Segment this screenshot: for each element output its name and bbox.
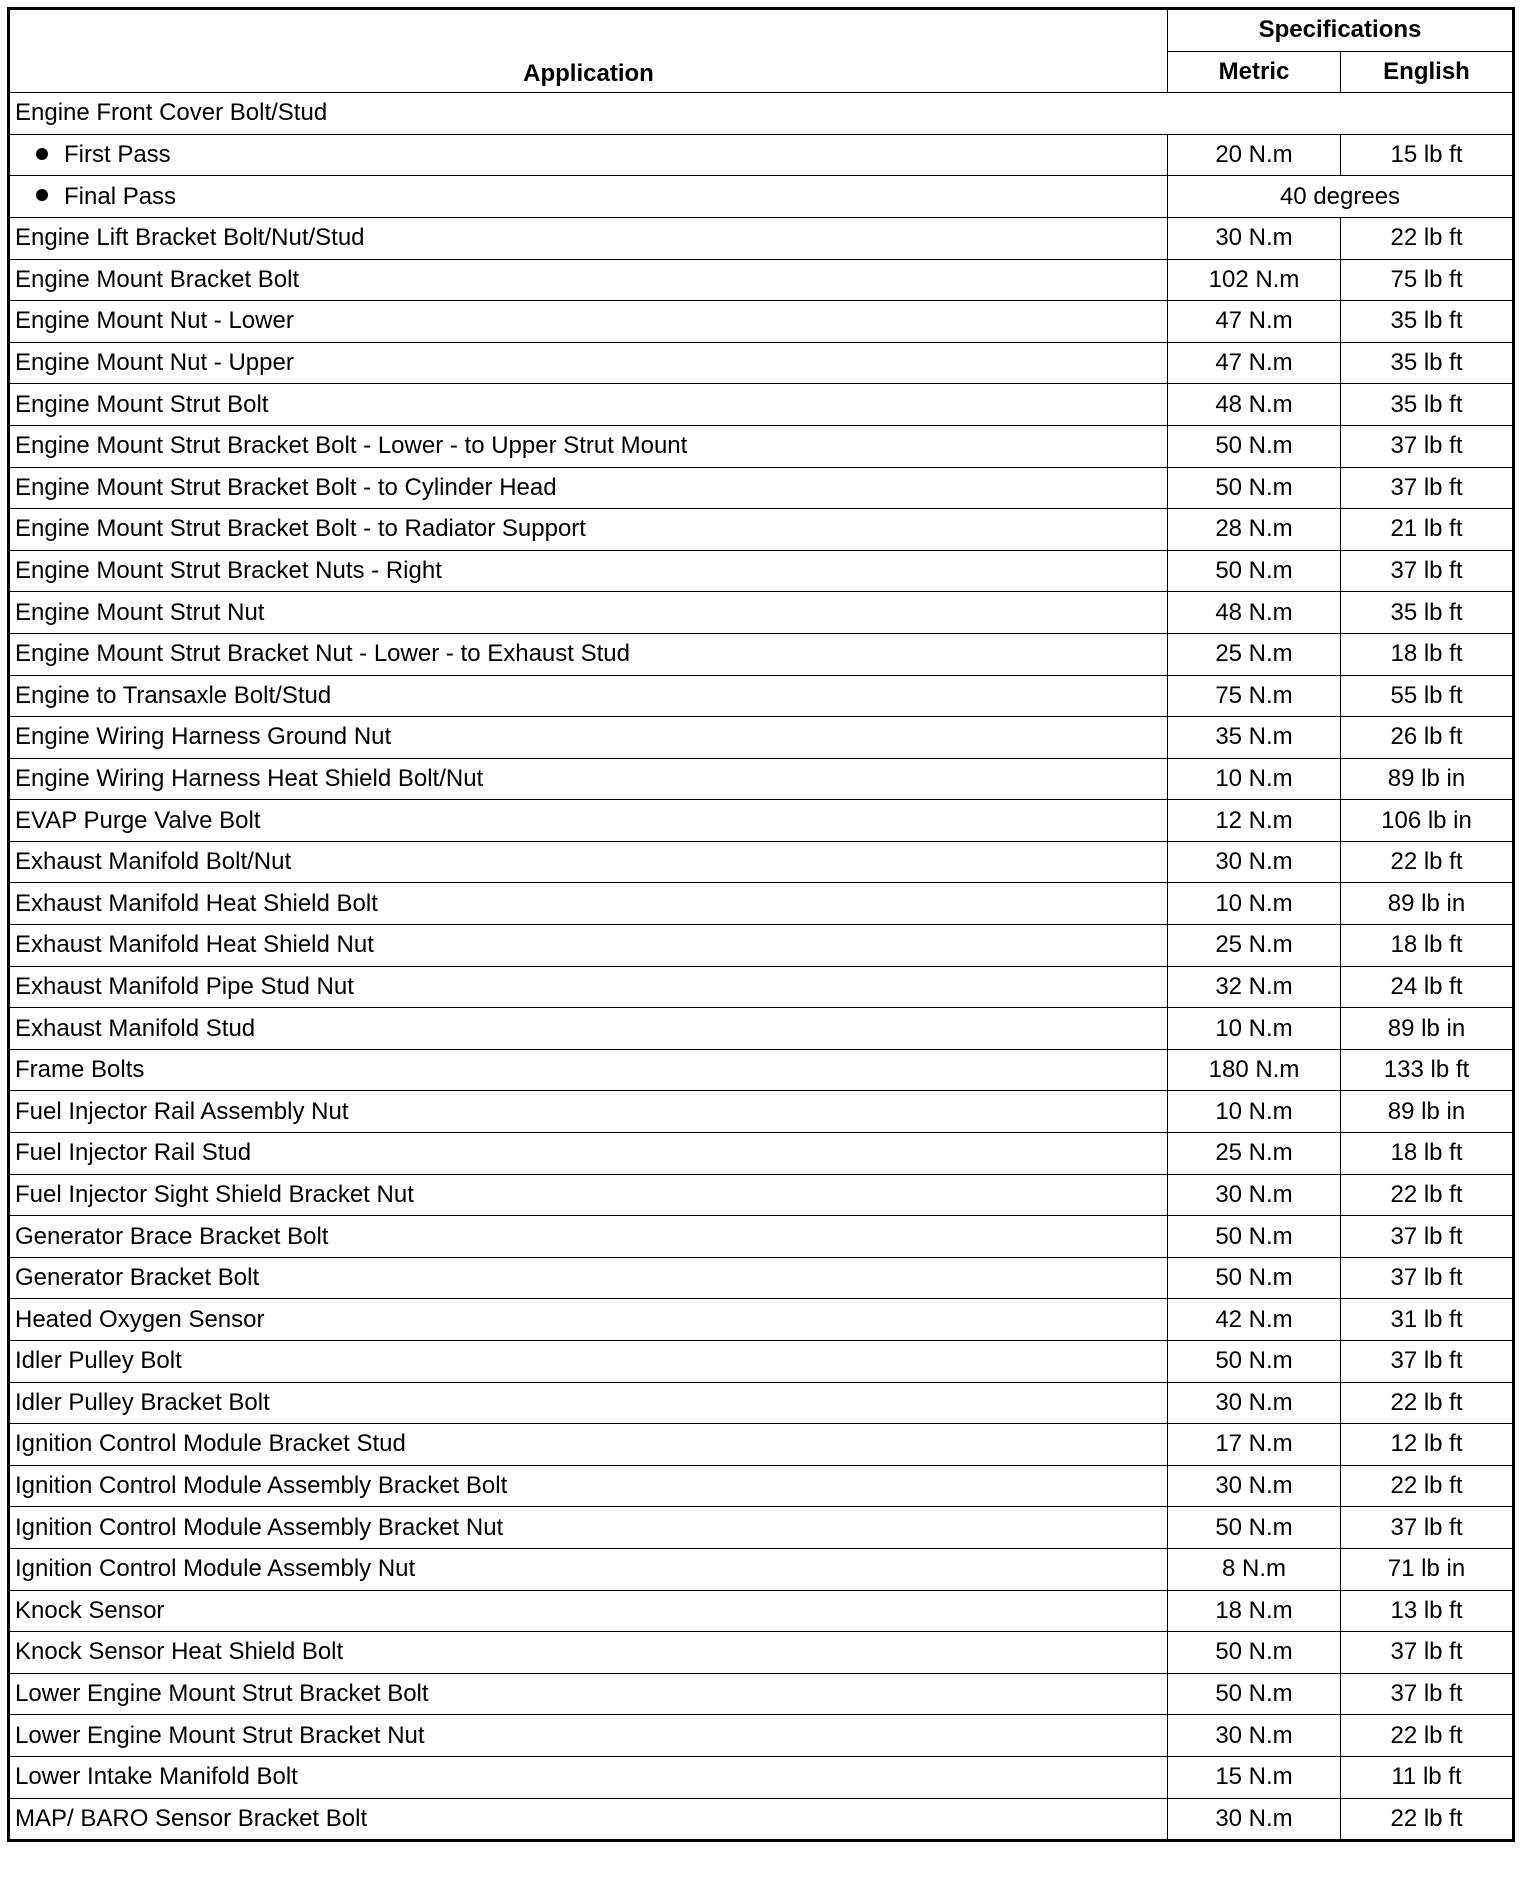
application-cell <box>9 841 1168 883</box>
metric-cell: 50 N.m <box>1168 1673 1341 1715</box>
metric-cell: 50 N.m <box>1168 550 1341 592</box>
application-cell <box>9 1091 1168 1133</box>
table-row <box>9 467 1514 509</box>
english-cell: 22 lb ft <box>1341 1798 1514 1841</box>
application-label: Fuel Injector Rail Assembly Nut <box>15 1097 349 1125</box>
application-label: Ignition Control Module Assembly Bracket Nut <box>15 1513 504 1541</box>
metric-cell: 12 N.m <box>1168 800 1341 842</box>
metric-cell: 47 N.m <box>1168 342 1341 384</box>
application-label: Knock Sensor Heat Shield Bolt <box>15 1638 344 1666</box>
table-header <box>9 9 1514 93</box>
application-label: Engine Mount Strut Bracket Nuts - Right <box>15 557 442 585</box>
english-cell: 22 lb ft <box>1341 1382 1514 1424</box>
english-cell: 37 lb ft <box>1341 425 1514 467</box>
table-row <box>9 1133 1514 1175</box>
table-row <box>9 1216 1514 1258</box>
metric-cell: 25 N.m <box>1168 1133 1341 1175</box>
application-cell <box>9 467 1168 509</box>
english-cell: 37 lb ft <box>1341 550 1514 592</box>
application-cell <box>9 384 1168 426</box>
table-row <box>9 1257 1514 1299</box>
metric-cell: 180 N.m <box>1168 1049 1341 1091</box>
metric-cell: 30 N.m <box>1168 1174 1341 1216</box>
application-cell <box>9 717 1168 759</box>
application-cell <box>9 342 1168 384</box>
application-cell <box>9 1257 1168 1299</box>
metric-cell: 25 N.m <box>1168 925 1341 967</box>
application-cell <box>9 758 1168 800</box>
application-cell <box>9 1174 1168 1216</box>
english-cell: 24 lb ft <box>1341 966 1514 1008</box>
application-label: Engine Mount Nut - Upper <box>15 349 294 377</box>
table-row <box>9 1590 1514 1632</box>
english-cell: 89 lb in <box>1341 883 1514 925</box>
application-label: Generator Brace Bracket Bolt <box>15 1222 329 1250</box>
metric-cell: 30 N.m <box>1168 217 1341 259</box>
table-row <box>9 1424 1514 1466</box>
application-label: Lower Intake Manifold Bolt <box>15 1763 298 1791</box>
metric-cell: 102 N.m <box>1168 259 1341 301</box>
english-cell: 12 lb ft <box>1341 1424 1514 1466</box>
application-cell <box>9 509 1168 551</box>
application-label: Knock Sensor <box>15 1596 165 1624</box>
application-label: Final Pass <box>64 182 177 210</box>
english-cell: 22 lb ft <box>1341 1715 1514 1757</box>
fastener-spec-table <box>7 7 1515 1842</box>
english-cell: 31 lb ft <box>1341 1299 1514 1341</box>
table-row <box>9 1008 1514 1050</box>
english-cell: 37 lb ft <box>1341 1341 1514 1383</box>
application-cell <box>9 675 1168 717</box>
application-cell <box>9 1299 1168 1341</box>
english-cell: 37 lb ft <box>1341 1632 1514 1674</box>
application-cell <box>9 301 1168 343</box>
application-cell <box>9 1008 1168 1050</box>
application-cell <box>9 1798 1168 1841</box>
table-row <box>9 342 1514 384</box>
table-row <box>9 966 1514 1008</box>
english-cell: 37 lb ft <box>1341 1507 1514 1549</box>
application-cell <box>9 134 1168 176</box>
application-cell <box>9 592 1168 634</box>
table-row <box>9 1174 1514 1216</box>
metric-cell: 50 N.m <box>1168 425 1341 467</box>
application-cell <box>9 259 1168 301</box>
table-row <box>9 925 1514 967</box>
application-label: Exhaust Manifold Bolt/Nut <box>15 848 292 876</box>
english-cell: 37 lb ft <box>1341 467 1514 509</box>
english-cell: 133 lb ft <box>1341 1049 1514 1091</box>
english-cell: 71 lb in <box>1341 1548 1514 1590</box>
table-row <box>9 633 1514 675</box>
metric-cell: 35 N.m <box>1168 717 1341 759</box>
application-label: Exhaust Manifold Stud <box>15 1014 256 1042</box>
table-row <box>9 509 1514 551</box>
english-cell: 21 lb ft <box>1341 509 1514 551</box>
metric-cell: 50 N.m <box>1168 1216 1341 1258</box>
metric-cell: 32 N.m <box>1168 966 1341 1008</box>
application-label: Engine Mount Strut Bracket Bolt - to Radiator Support <box>15 515 586 543</box>
application-label: Engine Lift Bracket Bolt/Nut/Stud <box>15 224 365 252</box>
specifications-header: Specifications <box>1168 9 1514 52</box>
metric-cell: 20 N.m <box>1168 134 1341 176</box>
application-label: Frame Bolts <box>15 1056 145 1084</box>
metric-cell: 50 N.m <box>1168 467 1341 509</box>
application-label: Ignition Control Module Assembly Bracket Bolt <box>15 1472 508 1500</box>
english-cell: 75 lb ft <box>1341 259 1514 301</box>
metric-cell: 30 N.m <box>1168 1715 1341 1757</box>
metric-cell: 50 N.m <box>1168 1507 1341 1549</box>
metric-cell: 30 N.m <box>1168 1798 1341 1841</box>
table-row <box>9 425 1514 467</box>
table-row <box>9 1465 1514 1507</box>
english-cell: 18 lb ft <box>1341 1133 1514 1175</box>
application-cell <box>9 1507 1168 1549</box>
english-cell: 26 lb ft <box>1341 717 1514 759</box>
english-cell: 35 lb ft <box>1341 301 1514 343</box>
application-cell <box>9 1049 1168 1091</box>
metric-cell: 30 N.m <box>1168 1382 1341 1424</box>
english-cell: 55 lb ft <box>1341 675 1514 717</box>
table-row <box>9 550 1514 592</box>
table-row <box>9 1091 1514 1133</box>
application-cell <box>9 1548 1168 1590</box>
application-cell <box>9 633 1168 675</box>
metric-cell: 50 N.m <box>1168 1341 1341 1383</box>
table-row <box>9 1798 1514 1841</box>
metric-cell: 10 N.m <box>1168 883 1341 925</box>
english-cell: 89 lb in <box>1341 1091 1514 1133</box>
application-cell <box>9 800 1168 842</box>
application-label: Idler Pulley Bracket Bolt <box>15 1388 270 1416</box>
metric-cell: 47 N.m <box>1168 301 1341 343</box>
application-label: Engine Mount Strut Bracket Nut - Lower - to Exhaust Stud <box>15 640 630 668</box>
application-label: Ignition Control Module Bracket Stud <box>15 1430 406 1458</box>
application-label: EVAP Purge Valve Bolt <box>15 806 261 834</box>
metric-cell: 42 N.m <box>1168 1299 1341 1341</box>
application-label: MAP/ BARO Sensor Bracket Bolt <box>15 1804 368 1832</box>
english-cell: 37 lb ft <box>1341 1216 1514 1258</box>
application-cell <box>9 1673 1168 1715</box>
metric-cell: 17 N.m <box>1168 1424 1341 1466</box>
table-row <box>9 1507 1514 1549</box>
application-label: Exhaust Manifold Heat Shield Bolt <box>15 889 378 917</box>
application-label: Exhaust Manifold Pipe Stud Nut <box>15 972 354 1000</box>
metric-cell: 50 N.m <box>1168 1632 1341 1674</box>
metric-cell: 75 N.m <box>1168 675 1341 717</box>
application-label: Generator Bracket Bolt <box>15 1264 260 1292</box>
metric-cell: 8 N.m <box>1168 1548 1341 1590</box>
table-row <box>9 1382 1514 1424</box>
application-label: Engine to Transaxle Bolt/Stud <box>15 681 332 709</box>
application-cell <box>9 217 1168 259</box>
application-label: Engine Mount Strut Bracket Bolt - Lower - to Upper Strut Mount <box>15 432 688 460</box>
application-cell <box>9 883 1168 925</box>
table-row <box>9 384 1514 426</box>
english-cell: 22 lb ft <box>1341 217 1514 259</box>
application-cell <box>9 925 1168 967</box>
english-cell: 22 lb ft <box>1341 1174 1514 1216</box>
english-cell: 106 lb in <box>1341 800 1514 842</box>
application-cell <box>9 1382 1168 1424</box>
table-row <box>9 758 1514 800</box>
english-cell: 37 lb ft <box>1341 1673 1514 1715</box>
application-label: Exhaust Manifold Heat Shield Nut <box>15 931 374 959</box>
application-cell <box>9 1133 1168 1175</box>
table-row <box>9 841 1514 883</box>
metric-cell: 28 N.m <box>1168 509 1341 551</box>
application-cell <box>9 1341 1168 1383</box>
application-header: Application <box>9 9 1168 93</box>
table-row <box>9 675 1514 717</box>
english-cell: 37 lb ft <box>1341 1257 1514 1299</box>
application-label: Engine Mount Strut Bracket Bolt - to Cylinder Head <box>15 473 557 501</box>
application-cell <box>9 1590 1168 1632</box>
metric-cell: 10 N.m <box>1168 1008 1341 1050</box>
application-cell <box>9 1424 1168 1466</box>
table-row <box>9 1049 1514 1091</box>
english-cell: 11 lb ft <box>1341 1756 1514 1798</box>
application-label: Engine Mount Strut Bolt <box>15 390 269 418</box>
english-cell: 13 lb ft <box>1341 1590 1514 1632</box>
metric-cell: 50 N.m <box>1168 1257 1341 1299</box>
application-cell <box>9 1715 1168 1757</box>
table-row <box>9 592 1514 634</box>
metric-cell: 25 N.m <box>1168 633 1341 675</box>
application-cell <box>9 1465 1168 1507</box>
table-row <box>9 883 1514 925</box>
application-cell <box>9 966 1168 1008</box>
application-label: Fuel Injector Sight Shield Bracket Nut <box>15 1180 414 1208</box>
table-row <box>9 1548 1514 1590</box>
english-cell: 18 lb ft <box>1341 925 1514 967</box>
section-heading: Engine Front Cover Bolt/Stud <box>9 93 1514 135</box>
english-cell: 18 lb ft <box>1341 633 1514 675</box>
table-row <box>9 1632 1514 1674</box>
english-cell: 35 lb ft <box>1341 592 1514 634</box>
table-row <box>9 1673 1514 1715</box>
application-label: Engine Mount Nut - Lower <box>15 307 294 335</box>
table-row <box>9 1756 1514 1798</box>
application-label: Idler Pulley Bolt <box>15 1347 182 1375</box>
application-label: Engine Wiring Harness Ground Nut <box>15 723 392 751</box>
table-row <box>9 176 1514 218</box>
table-row <box>9 800 1514 842</box>
combined-spec-cell: 40 degrees <box>1168 176 1514 218</box>
metric-cell: 48 N.m <box>1168 592 1341 634</box>
metric-cell: 18 N.m <box>1168 1590 1341 1632</box>
application-cell <box>9 1756 1168 1798</box>
table-row <box>9 1299 1514 1341</box>
metric-header: Metric <box>1168 51 1341 93</box>
metric-cell: 30 N.m <box>1168 841 1341 883</box>
english-cell: 22 lb ft <box>1341 841 1514 883</box>
application-cell <box>9 1632 1168 1674</box>
bullet-icon <box>36 148 48 160</box>
metric-cell: 48 N.m <box>1168 384 1341 426</box>
application-label: Ignition Control Module Assembly Nut <box>15 1555 416 1583</box>
application-cell <box>9 176 1168 218</box>
application-label: Engine Mount Strut Nut <box>15 598 265 626</box>
metric-cell: 15 N.m <box>1168 1756 1341 1798</box>
english-cell: 35 lb ft <box>1341 342 1514 384</box>
metric-cell: 10 N.m <box>1168 1091 1341 1133</box>
metric-cell: 30 N.m <box>1168 1465 1341 1507</box>
table-row <box>9 717 1514 759</box>
application-label: Lower Engine Mount Strut Bracket Bolt <box>15 1680 429 1708</box>
application-label: Engine Wiring Harness Heat Shield Bolt/Nut <box>15 764 484 792</box>
table-row <box>9 301 1514 343</box>
table-row <box>9 1715 1514 1757</box>
table-row <box>9 217 1514 259</box>
table-row <box>9 93 1514 135</box>
english-cell: 89 lb in <box>1341 1008 1514 1050</box>
english-cell: 89 lb in <box>1341 758 1514 800</box>
table-row <box>9 259 1514 301</box>
application-label: Lower Engine Mount Strut Bracket Nut <box>15 1721 425 1749</box>
english-cell: 15 lb ft <box>1341 134 1514 176</box>
application-label: Fuel Injector Rail Stud <box>15 1139 252 1167</box>
application-cell <box>9 1216 1168 1258</box>
application-label: Engine Mount Bracket Bolt <box>15 265 300 293</box>
application-label: Heated Oxygen Sensor <box>15 1305 265 1333</box>
application-cell <box>9 425 1168 467</box>
table-row <box>9 134 1514 176</box>
metric-cell: 10 N.m <box>1168 758 1341 800</box>
bullet-icon <box>36 189 48 201</box>
application-label: First Pass <box>64 141 171 169</box>
table-row <box>9 1341 1514 1383</box>
english-cell: 35 lb ft <box>1341 384 1514 426</box>
english-header: English <box>1341 51 1514 93</box>
application-cell <box>9 550 1168 592</box>
table-body <box>9 93 1514 1841</box>
english-cell: 22 lb ft <box>1341 1465 1514 1507</box>
